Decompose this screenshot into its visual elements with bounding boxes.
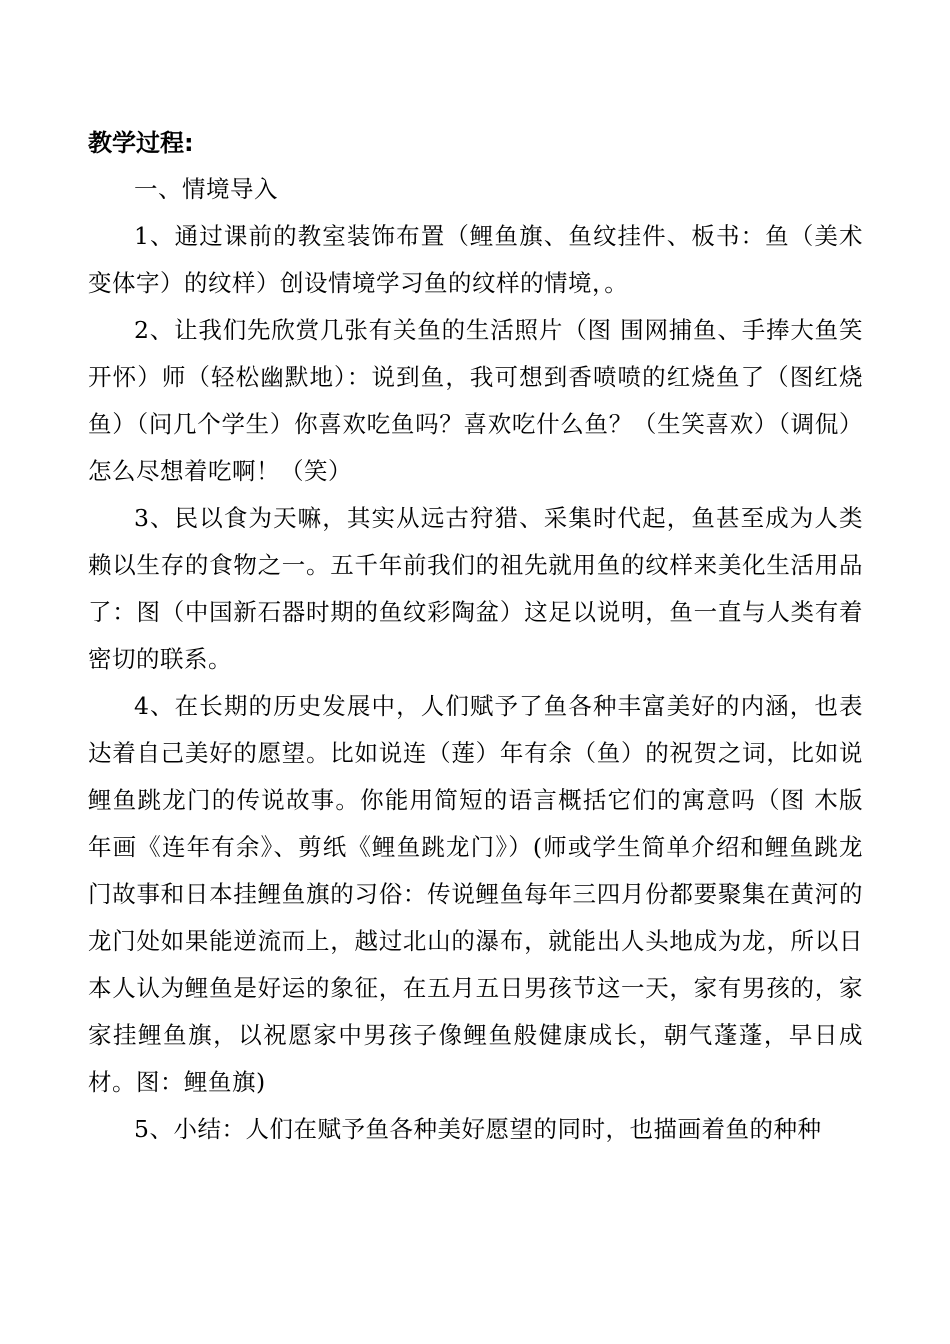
- paragraph-5: 5、小结：人们在赋予鱼各种美好愿望的同时，也描画着鱼的种种: [134, 1115, 822, 1143]
- paragraph-3: 3、民以食为天嘛，其实从远古狩猎、采集时代起，鱼甚至成为人类赖以生存的食物之一。五千年前我们的祖先就用鱼的纹样来美化生活用品了：图（中国新石器时期的鱼纹彩陶盆）这足以说明，鱼一直与人类有着密切的联系。: [88, 504, 863, 673]
- document-page: [88, 120, 863, 1153]
- paragraph-4: 4、在长期的历史发展中，人们赋予了鱼各种丰富美好的内涵，也表达着自己美好的愿望。比如说连（莲）年有余（鱼）的祝贺之词，比如说鲤鱼跳龙门的传说故事。你能用简短的语言概括它们的寓意吗（图 木版年画《连年有余》、剪纸《鲤鱼跳龙门》）(师或学生简单介绍和鲤鱼跳龙门故事和日本挂鲤鱼旗的习俗：传说鲤鱼每年三四月份都要聚集在黄河的龙门处如果能逆流而上，越过北山的瀑布，就能出人头地成为龙，所以日本人认为鲤鱼是好运的象征，在五月五日男孩节这一天，家有男孩的，家家挂鲤鱼旗，以祝愿家中男孩子像鲤鱼般健康成长，朝气蓬蓬，早日成材。图：鲤鱼旗): [88, 692, 863, 1096]
- paragraph-1: 1、通过课前的教室装饰布置（鲤鱼旗、鱼纹挂件、板书：鱼（美术变体字）的纹样）创设情境学习鱼的纹样的情境，。: [88, 222, 863, 297]
- paragraph-intro-title: 一、情境导入: [134, 175, 278, 203]
- paragraph-2: 2、让我们先欣赏几张有关鱼的生活照片（图 围网捕鱼、手捧大鱼笑开怀）师（轻松幽默地）：说到鱼，我可想到香喷喷的红烧鱼了（图红烧鱼）（问几个学生）你喜欢吃鱼吗？喜欢吃什么鱼？（生笑喜欢）（调侃）怎么尽想着吃啊！（笑）: [88, 316, 863, 485]
- section-heading: 教学过程:: [88, 129, 194, 157]
